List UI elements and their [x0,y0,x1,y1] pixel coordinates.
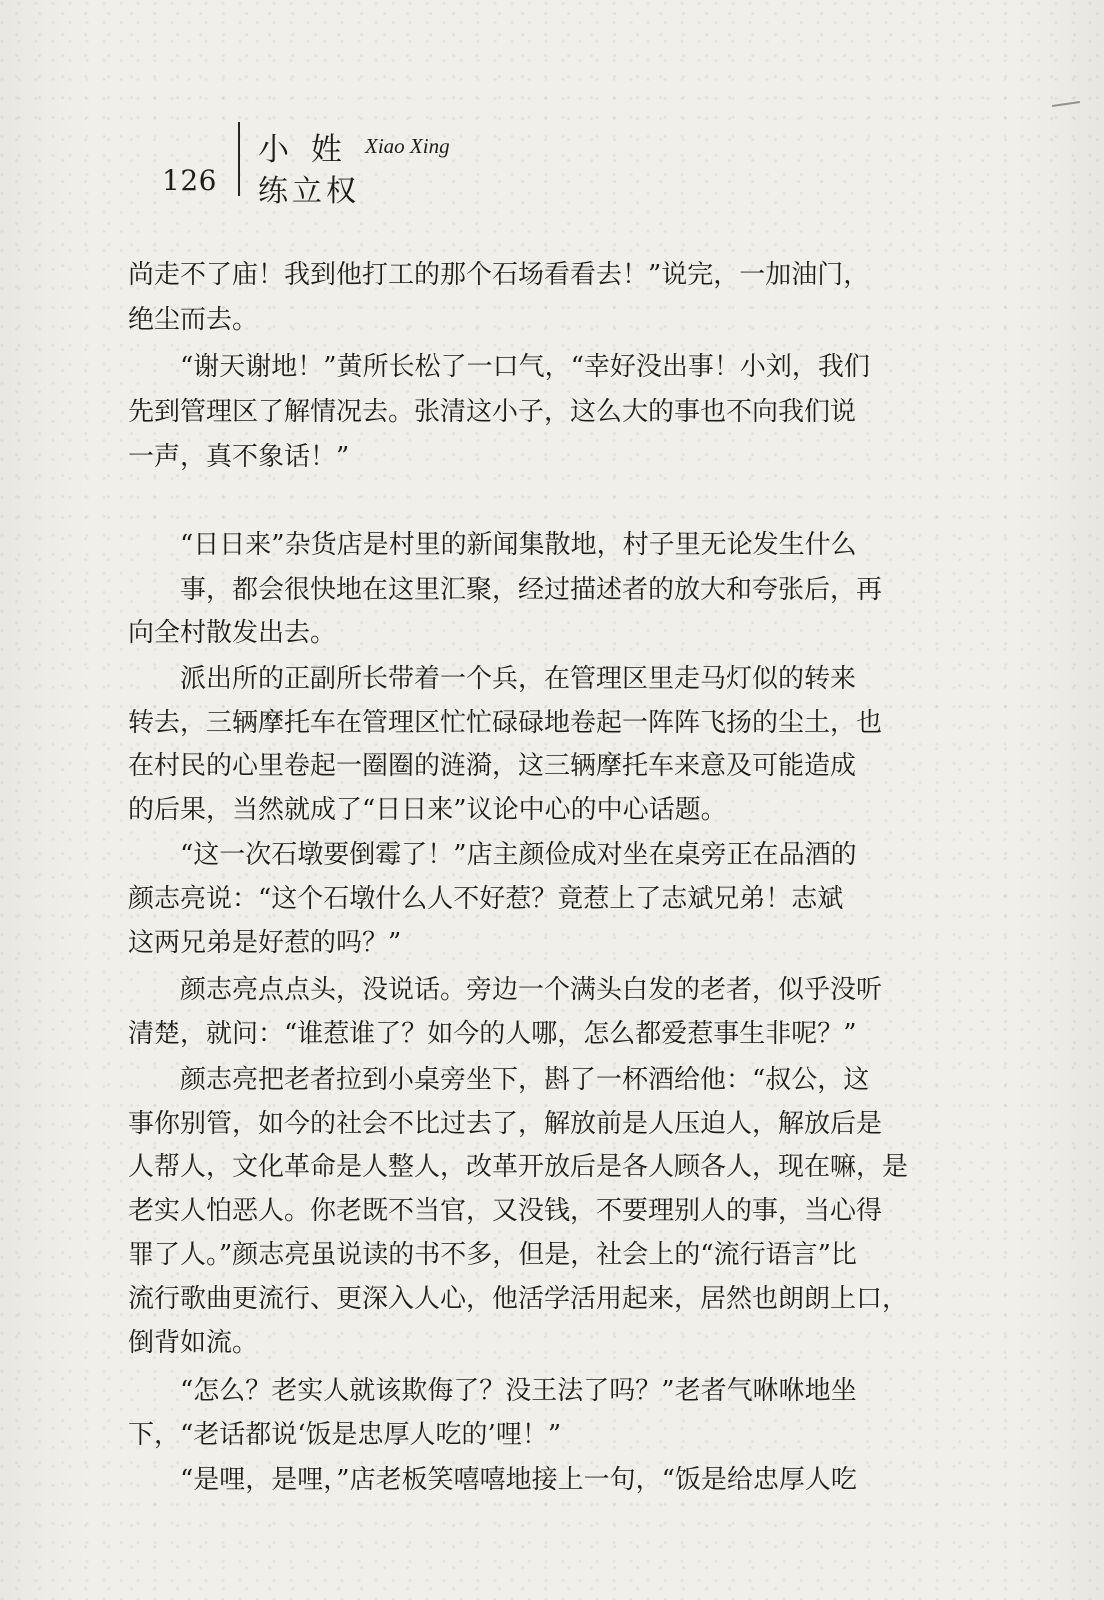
text-line: 这两兄弟是好惹的吗？” [128,928,402,958]
text-line: 的后果，当然就成了“日日来”议论中心的中心话题。 [128,795,727,825]
text-line: “是哩，是哩，”店老板笑嘻嘻地接上一句，“饭是给忠厚人吃 [180,1465,857,1495]
story-title-romanized: Xiao Xing [365,134,450,158]
author-name: 练立权 [258,174,360,209]
header-divider [238,122,240,196]
text-line: 下，“老话都说‘饭是忠厚人吃的’哩！” [128,1420,562,1450]
story-title: 小 姓 [258,132,348,168]
text-line: 罪了人。”颜志亮虽说读的书不多，但是，社会上的“流行语言”比 [128,1240,857,1270]
text-line: 在村民的心里卷起一圈圈的涟漪，这三辆摩托车来意及可能造成 [128,751,857,781]
text-line: 尚走不了庙！我到他打工的那个石场看看去！”说完，一加油门， [128,260,870,290]
text-line: “怎么？老实人就该欺侮了？没王法了吗？”老者气咻咻地坐 [180,1376,857,1406]
text-line: 颜志亮把老者拉到小桌旁坐下，斟了一杯酒给他：“叔公，这 [180,1065,870,1095]
text-line: 颜志亮说：“这个石墩什么人不好惹？竟惹上了志斌兄弟！志斌 [128,884,844,914]
text-line: 人帮人，文化革命是人整人，改革开放后是各人顾各人，现在嘛，是 [128,1152,909,1182]
text-line: 先到管理区了解情况去。张清这小子，这么大的事也不向我们说 [128,397,857,427]
text-line: 转去，三辆摩托车在管理区忙忙碌碌地卷起一阵阵飞扬的尘土，也 [128,708,883,738]
text-line: 老实人怕恶人。你老既不当官，又没钱，不要理别人的事，当心得 [128,1196,883,1226]
text-line: 一声，真不象话！” [128,442,350,472]
running-header [162,118,492,209]
text-line: “谢天谢地！”黄所长松了一口气，“幸好没出事！小刘，我们 [180,352,870,382]
text-line: “日日来”杂货店是村里的新闻集散地，村子里无论发生什么 [180,530,857,560]
text-line: 绝尘而去。 [128,305,259,335]
text-line: 倒背如流。 [128,1328,259,1358]
page-edge-mark [1052,101,1080,107]
text-line: 事你别管，如今的社会不比过去了，解放前是人压迫人，解放后是 [128,1109,883,1139]
text-line: 颜志亮点点头，没说话。旁边一个满头白发的老者，似乎没听 [180,975,883,1005]
text-line: 清楚，就问：“谁惹谁了？如今的人哪，怎么都爱惹事生非呢？” [128,1019,857,1049]
text-line: 向全村散发出去。 [128,618,337,648]
text-line: 流行歌曲更流行、更深入人心，他活学活用起来，居然也朗朗上口， [128,1284,909,1314]
text-line: 派出所的正副所长带着一个兵，在管理区里走马灯似的转来 [180,664,857,694]
text-line: 事，都会很快地在这里汇聚，经过描述者的放大和夸张后，再 [180,575,883,605]
text-line: “这一次石墩要倒霉了！”店主颜俭成对坐在桌旁正在品酒的 [180,840,857,870]
page-number: 126 [162,164,217,197]
